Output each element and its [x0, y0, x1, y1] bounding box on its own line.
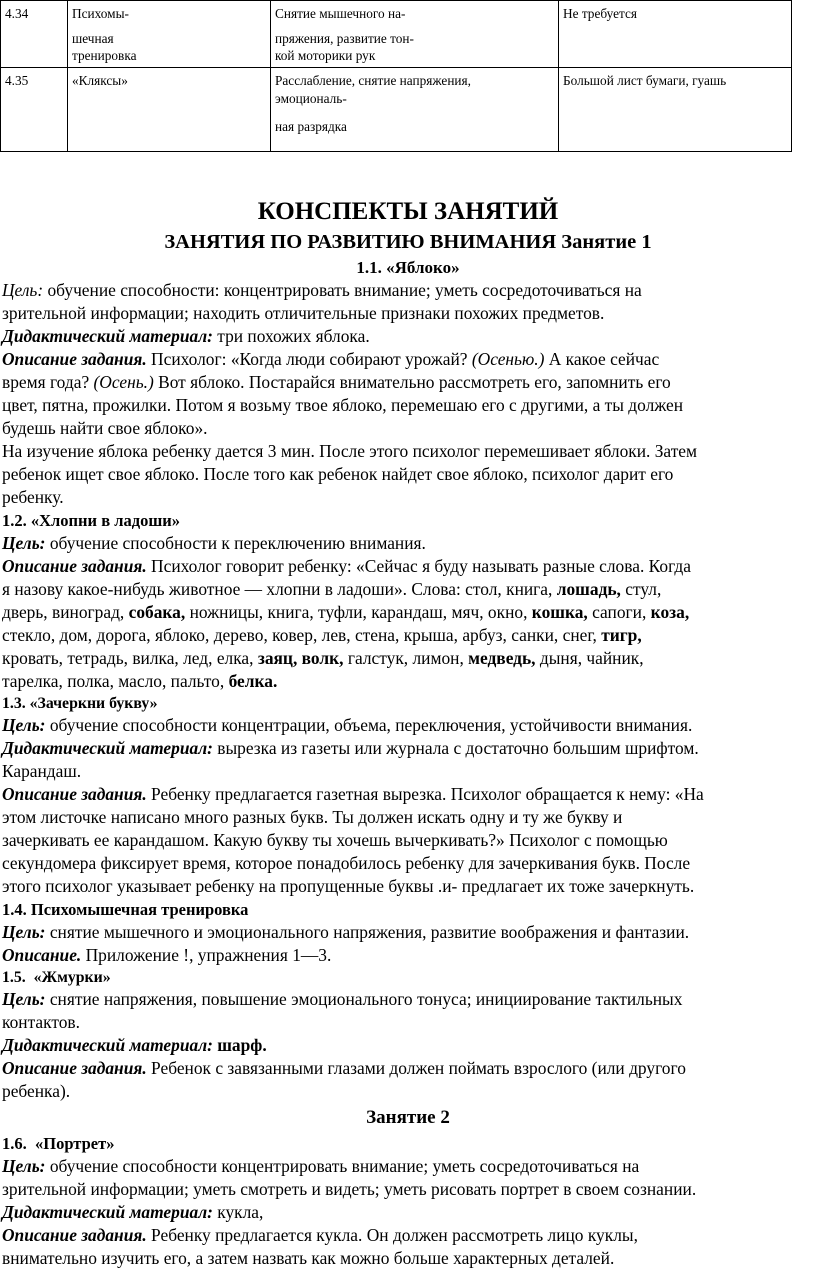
table-cell-number: 4.35 [1, 68, 68, 152]
exercise-title: 1.1. «Яблоко» [356, 258, 460, 277]
lesson-2-body [2, 1132, 814, 1270]
text-line: Карандаш. [2, 761, 82, 781]
text-line: ребенка). [2, 1081, 71, 1101]
table-cell-goal: Снятие мышечного на- пряжения, развитие тон- кой моторики рук [271, 1, 559, 68]
table-row [1, 1, 792, 68]
lesson-title: Занятие 2 [366, 1107, 450, 1128]
text-line: Описание задания. Ребенку предлагается газетная вырезка. Психолог обращается к нему: «На [2, 784, 704, 804]
text-line: зрительной информации; уметь смотреть и видеть; уметь рисовать портрет в своем сознании. [2, 1179, 697, 1199]
text-line: На изучение яблока ребенку дается 3 мин. После этого психолог перемешивает яблоки. Затем [2, 441, 698, 461]
text-line: я назову какое-нибудь животное — хлопни в ладоши». Слова: стол, книга, лошадь, стул, [2, 579, 662, 599]
text-line: ребенок ищет свое яблоко. После того как ребенок найдет свое яблоко, психолог дарит его [2, 464, 674, 484]
table-cell-name: «Кляксы» [68, 68, 271, 152]
exercise-table [0, 0, 792, 152]
text-line: этого психолог указывает ребенку на пропущенные буквы .и- предлагает их тоже зачеркнуть. [2, 876, 695, 896]
text-line: Описание задания. Ребенку предлагается кукла. Он должен рассмотреть лицо куклы, [2, 1225, 638, 1245]
text-line: Цель: обучение способности к переключению внимания. [2, 533, 426, 553]
table-cell-goal: Расслабление, снятие напряжения, эмоциональ- ная разрядка [271, 68, 559, 152]
text-line: Цель: обучение способности: концентрировать внимание; уметь сосредоточиваться на [2, 280, 642, 300]
table-row [1, 68, 792, 152]
text-line: тарелка, полка, масло, пальто, белка. [2, 671, 278, 691]
text-line: внимательно изучить его, а затем назвать как можно больше характерных деталей. [2, 1248, 615, 1268]
text-line: ребенку. [2, 487, 64, 507]
text-line: Цель: обучение способности концентрации, объема, переключения, устойчивости внимания. [2, 715, 693, 735]
lesson-body [2, 279, 814, 1103]
text-line: цвет, пятна, прожилки. Потом я возьму твое яблоко, перемешаю его с другими, а ты должен [2, 395, 684, 415]
text-line: дверь, виноград, собака, ножницы, книга, туфли, карандаш, мяч, окно, кошка, сапоги, коза, [2, 602, 690, 622]
table-cell-number: 4.34 [1, 1, 68, 68]
text-line: Цель: обучение способности концентрировать внимание; уметь сосредоточиваться на [2, 1156, 640, 1176]
text-line: контактов. [2, 1012, 80, 1032]
text-line: Дидактический материал: шарф. [2, 1035, 267, 1055]
text-line: Цель: снятие мышечного и эмоционального напряжения, развитие воображения и фантазии. [2, 922, 690, 942]
section-title: ЗАНЯТИЯ ПО РАЗВИТИЮ ВНИМАНИЯ Занятие 1 [164, 231, 652, 253]
text-line: зачеркивать ее карандашом. Какую букву ты хочешь вычеркивать?» Психолог с помощью [2, 830, 668, 850]
text-line: Цель: снятие напряжения, повышение эмоционального тонуса; инициирование тактильных [2, 989, 683, 1009]
text-line: Описание задания. Психолог говорит ребенку: «Сейчас я буду называть разные слова. Когда [2, 556, 691, 576]
table-cell-material: Не требуется [559, 1, 792, 68]
exercise-title: 1.3. «Зачеркни букву» [2, 695, 158, 712]
text-line: Дидактический материал: вырезка из газеты или журнала с достаточно большим шрифтом. [2, 738, 699, 758]
text-line: Описание задания. Психолог: «Когда люди собирают урожай? (Осенью.) А какое сейчас [2, 349, 660, 369]
text-line: кровать, тетрадь, вилка, лед, елка, заяц, волк, галстук, лимон, медведь, дыня, чайник, [2, 648, 644, 668]
page-title: КОНСПЕКТЫ ЗАНЯТИЙ [257, 198, 559, 225]
text-line: зрительной информации; находить отличительные признаки похожих предметов. [2, 303, 605, 323]
text-line: этом листочке написано много разных букв. Ты должен искать одну и ту же букву и [2, 807, 623, 827]
text-line: стекло, дом, дорога, яблоко, дерево, ковер, лев, стена, крыша, арбуз, санки, снег, тигр, [2, 625, 642, 645]
exercise-title: 1.5. «Жмурки» [2, 969, 111, 986]
text-line: секундомера фиксирует время, которое понадобилось ребенку для зачеркивания букв. После [2, 853, 691, 873]
text-line: Дидактический материал: три похожих яблока. [2, 326, 370, 346]
exercise-title: 1.4. Психомышечная тренировка [2, 900, 249, 919]
table-cell-material: Большой лист бумаги, гуашь [559, 68, 792, 152]
table-cell-name: Психомы- шечная тренировка [68, 1, 271, 68]
exercise-title: 1.6. «Портрет» [2, 1134, 115, 1153]
text-line: Описание задания. Ребенок с завязанными глазами должен поймать взрослого (или другого [2, 1058, 686, 1078]
text-line: Описание. Приложение !, упражнения 1—3. [2, 945, 332, 965]
text-line: время года? (Осень.) Вот яблоко. Постарайся внимательно рассмотреть его, запомнить его [2, 372, 671, 392]
exercise-title: 1.2. «Хлопни в ладоши» [2, 511, 181, 530]
text-line: Дидактический материал: кукла, [2, 1202, 264, 1222]
text-line: будешь найти свое яблоко». [2, 418, 208, 438]
